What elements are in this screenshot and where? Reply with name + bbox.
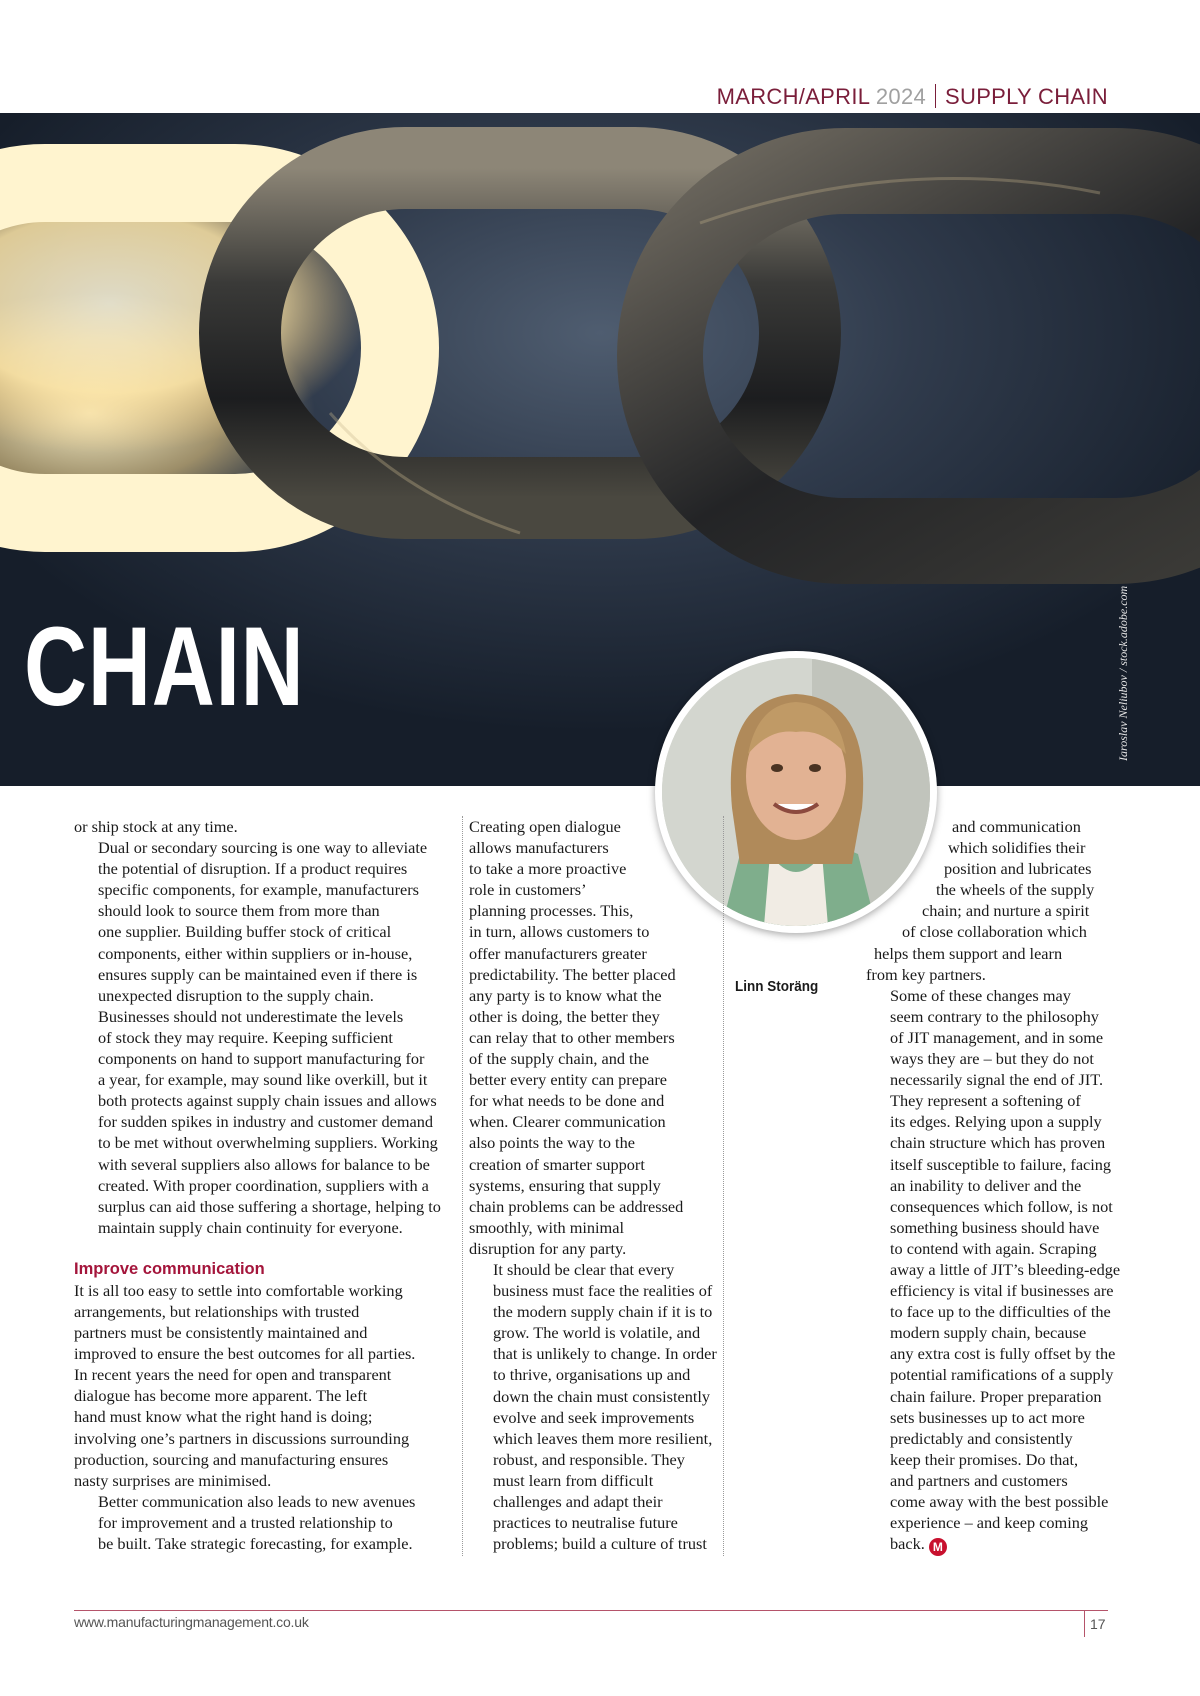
photo-credit: Iaroslav Neliubov / stock.adobe.com — [1116, 585, 1130, 761]
paragraph: and communication which solidifies their position and lubricates the wheels of the supply chain; and nurture a spirit of close collaboration which helps them support and learn from key partners. — [866, 817, 1095, 984]
hero-title: CHAIN — [24, 604, 305, 729]
header-section: SUPPLY CHAIN — [945, 84, 1108, 109]
end-of-article-logo-icon: M — [929, 1538, 947, 1556]
running-header — [717, 84, 1108, 110]
paragraph: Businesses should not underestimate the levels of stock they may require. Keeping sufficient components on hand to support manufacturing for a year, for example, may sound like overkill, but it both protects against supply chain issues and allows for sudden spikes in industry and customer demand to be met without overwhelming suppliers. Working with several suppliers also allows for balance to be created. With proper coordination, suppliers with a surplus can aid those suffering a shortage, helping to maintain supply chain continuity for everyone. — [98, 1006, 441, 1237]
column-rule-1 — [462, 816, 463, 1556]
article-column-2 — [469, 816, 717, 1554]
paragraph: Better communication also leads to new avenues for improvement and a trusted relationship to be built. Take strategic forecasting, for example. — [98, 1491, 416, 1553]
article-column-3 — [866, 816, 1121, 1556]
paragraph: It is all too easy to settle into comfortable working arrangements, but relationships with trusted partners must be consistently maintained and improved to ensure the best outcomes for all parties. In recent years the need for open and transparent dialogue has become more apparent. The left hand must know what the right hand is doing; involving one’s partners in discussions surrounding production, sourcing and manufacturing ensures nasty surprises are minimised. — [74, 1280, 416, 1490]
paragraph: Creating open dialogue allows manufacturers to take a more proactive role in customers’ planning processes. This, in turn, allows customers to offer manufacturers greater predictability. The better placed any party is to know what the other is doing, the better they can relay that to other members of the supply chain, and the better every entity can prepare for what needs to be done and when. Clearer communication also points the way to the creation of smarter support systems, ensuring that supply chain problems can be addressed smoothly, with minimal disruption for any party. — [469, 817, 684, 1258]
portrait-caption: Linn Storäng — [735, 978, 819, 995]
paragraph: or ship stock at any time. — [74, 817, 238, 836]
footer-url: www.manufacturingmanagement.co.uk — [74, 1614, 309, 1630]
header-month: MARCH/APRIL — [716, 84, 870, 109]
page-number: 17 — [1090, 1616, 1106, 1632]
hero-image — [0, 113, 1200, 786]
article-column-1 — [74, 816, 454, 1554]
paragraph: Dual or secondary sourcing is one way to alleviate the potential of disruption. If a product requires specific components, for example, manufacturers should look to source them from more than one supplier. Building buffer stock of critical components, either within suppliers or in-house, ensures supply can be maintained even if there is unexpected disruption to the supply chain. — [98, 838, 428, 1005]
header-divider — [935, 84, 936, 108]
right-link — [660, 171, 1200, 541]
footer-divider — [1084, 1611, 1085, 1637]
paragraph: It should be clear that every business must face the realities of the modern supply chain if it is to grow. The world is volatile, and that is unlikely to change. In order to thrive, organisations up and down the chain must consistently evolve and seek improvements which leaves them more resilient, robust, and responsible. They must learn from difficult challenges and adapt their practices to neutralise future problems; build a culture of trust — [493, 1259, 717, 1554]
header-year: 2024 — [875, 84, 927, 109]
footer-rule — [74, 1610, 1108, 1611]
paragraph: Some of these changes may seem contrary to the philosophy of JIT management, and in some ways they are – but they do not necessarily signal the end of JIT. They represent a softening of its edges. Relying upon a supply chain structure which has proven itself susceptible to failure, facing an inability to deliver and the consequences which follow, is not something business should have to contend with again. Scraping away a little of JIT’s bleeding-edge efficiency is vital if businesses are to face up to the difficulties of the modern supply chain, because any extra cost is fully offset by the potential ramifications of a supply chain failure. Proper preparation sets businesses up to act more predictably and consistently keep their promises. Do that, and partners and customers come away with the best possible experience – and keep coming back. M — [890, 985, 1121, 1555]
section-subheading: Improve communication — [74, 1259, 265, 1278]
column-rule-2 — [723, 816, 724, 1556]
